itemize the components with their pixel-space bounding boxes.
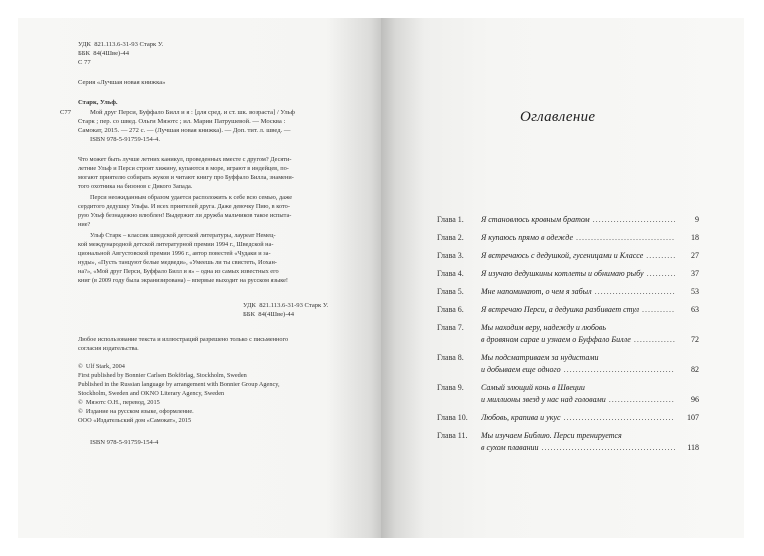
toc-chapter-label: Глава 4. <box>437 269 464 278</box>
toc-entry <box>437 412 699 424</box>
toc-chapter-title: Самый злющий конь в Швеции <box>481 383 585 392</box>
copyright-notice: согласия издательства. <box>78 345 139 352</box>
toc-chapter-label: Глава 9. <box>437 383 464 392</box>
toc-entry <box>437 352 699 364</box>
toc-chapter-title: Я встречаю Перси, а дедушка разбивает стул ..... <box>481 304 675 316</box>
toc-page-number: 72 <box>691 335 699 344</box>
author-code: С 77 <box>78 59 91 66</box>
book-spread <box>18 18 744 538</box>
annotation-line: книг (в 2009 году была экранизирована) – впервые выходит на русском языке! <box>78 277 288 284</box>
toc-entry <box>437 382 699 394</box>
copyright-line: ООО «Издательский дом «Самокат», 2015 <box>78 417 192 424</box>
toc-entry <box>437 430 699 442</box>
toc-chapter-title: Мы находим веру, надежду и любовь <box>481 323 606 332</box>
left-page <box>18 18 381 538</box>
toc-page-number: 18 <box>691 233 699 242</box>
toc-entry <box>437 214 699 226</box>
toc-chapter-title: Я встречаюсь с дедушкой, гусеницами и Классе ..... <box>481 250 675 262</box>
toc-entry-continued <box>437 394 699 406</box>
biblio-line: Мой друг Перси, Буффало Билл и я : [для сред. и ст. шк. возраста] / Ульф <box>90 109 295 116</box>
annotation-line: нуды», «Пусть танцуют белые медведи», «Умеешь ли ты свистеть, Иохан- <box>78 259 277 266</box>
bbk-code-bottom: ББК 84(4Шве)-44 <box>243 311 294 318</box>
annotation-line: ние? <box>78 221 91 228</box>
annotation-line: циональной Августовской премии 1996 г., автор повестей «Чудаки и за- <box>78 250 271 257</box>
copyright-line: Stockholm, Sweden and OKNO Literary Agency, Sweden <box>78 390 225 397</box>
copyright-notice: Любое использование текста и иллюстраций разрешено только с письменного <box>78 336 289 343</box>
toc-page-number: 118 <box>687 443 699 452</box>
toc-entry <box>437 250 699 262</box>
margin-code: С77 <box>60 109 71 116</box>
toc-chapter-label: Глава 6. <box>437 305 464 314</box>
toc-chapter-label: Глава 7. <box>437 323 464 332</box>
toc-page-number: 9 <box>695 215 699 224</box>
toc-page-number: 27 <box>691 251 699 260</box>
isbn-bottom: ISBN 978-5-91759-154-4 <box>90 439 159 446</box>
annotation-line: того охотника на бизонов с Дикого Запада. <box>78 183 193 190</box>
toc-chapter-label: Глава 8. <box>437 353 464 362</box>
toc-chapter-label: Глава 5. <box>437 287 464 296</box>
annotation-line: Что может быть лучше летних каникул, проведенных вместе с другом? Десяти- <box>78 156 292 163</box>
copyright-line: © Ulf Stark, 2004 <box>78 363 125 370</box>
toc-chapter-title: Я купаюсь прямо в одежде ..... <box>481 232 675 244</box>
copyright-line: Published in the Russian language by arrangement with Bonnier Group Agency, <box>78 381 280 388</box>
isbn-line: ISBN 978-5-91759-154-4. <box>90 136 160 143</box>
toc-entry-continued <box>437 442 699 454</box>
annotation-line: кой международной детской литературной премии 1994 г., Шведской на- <box>78 241 274 248</box>
copyright-line: First published by Bonnier Carlsen Bokförlag, Stockholm, Sweden <box>78 372 247 379</box>
toc-entry-continued <box>437 364 699 376</box>
annotation-line: могают приятелю собирать жуков и читают книгу про Буффало Билла, знамени- <box>78 174 294 181</box>
toc-chapter-title: Мы изучаем Библию. Перси тренируется <box>481 431 622 440</box>
toc-entry <box>437 286 699 298</box>
toc-chapter-label: Глава 1. <box>437 215 464 224</box>
toc-page-number: 37 <box>691 269 699 278</box>
toc-chapter-label: Глава 11. <box>437 431 468 440</box>
annotation-line: Перси неожиданным образом удается расположить к себе всю семью, даже <box>90 194 293 201</box>
author-heading: Старк, Ульф. <box>78 99 118 106</box>
toc-chapter-title: Любовь, крапива и укус ..... <box>481 412 675 424</box>
toc-chapter-title: Мы подсматриваем за нудистами <box>481 353 599 362</box>
bbk-code: ББК 84(4Шве)-44 <box>78 50 129 57</box>
toc-chapter-title-continued: и добываем еще одного ..... <box>481 364 675 376</box>
toc-chapter-title: Я становлюсь кровным братом ..... <box>481 214 675 226</box>
toc-chapter-label: Глава 2. <box>437 233 464 242</box>
toc-chapter-label: Глава 10. <box>437 413 468 422</box>
toc-page-number: 96 <box>691 395 699 404</box>
annotation-line: рую Ульф безнадежно влюблен! Выдержит ли дружба мальчиков такое испыта- <box>78 212 292 219</box>
toc-chapter-title-continued: в дровяном сарае и узнаем о Буффало Билле ..... <box>481 334 675 346</box>
toc-chapter-label: Глава 3. <box>437 251 464 260</box>
udk-code-bottom: УДК 821.113.6-31-93 Старк У. <box>243 302 329 309</box>
right-page <box>381 18 744 538</box>
copyright-line: © Мяэотс О.Н., перевод, 2015 <box>78 399 160 406</box>
toc-entry <box>437 322 699 334</box>
biblio-line: Самокат, 2015. — 272 с. — (Лучшая новая книжка). — Доп. тит. л. швед. — <box>78 127 291 134</box>
toc-heading: Оглавление <box>520 109 596 125</box>
toc-chapter-title-continued: и миллионы звезд у нас над головами ..... <box>481 394 675 406</box>
toc-entry-continued <box>437 334 699 346</box>
annotation-line: на?», «Мой друг Перси, Буффало Билл и я» – одна из самых известных его <box>78 268 279 275</box>
toc-entry <box>437 232 699 244</box>
toc-page-number: 82 <box>691 365 699 374</box>
toc-chapter-title: Я изучаю дедушкины котлеты и обнимаю рыбу ..... <box>481 268 675 280</box>
copyright-line: © Издание на русском языке, оформление. <box>78 408 194 415</box>
annotation-line: летние Ульф и Перси строят хижину, купаются в море, играют в индейцев, по- <box>78 165 289 172</box>
toc-page-number: 53 <box>691 287 699 296</box>
biblio-line: Старк ; пер. со швед. Ольги Мяэотс ; ил. Марии Патрушевой. — Москва : <box>78 118 286 125</box>
toc-page-number: 63 <box>691 305 699 314</box>
annotation-line: сердитого дедушку Ульфа. И всех приятелей друга. Даже девочку Пию, в кото- <box>78 203 290 210</box>
toc-chapter-title-continued: в сухом плавании ..... <box>481 442 675 454</box>
series-line: Серия «Лучшая новая книжка» <box>78 79 166 86</box>
toc-entry <box>437 304 699 316</box>
toc-page-number: 107 <box>687 413 699 422</box>
toc-entry <box>437 268 699 280</box>
annotation-line: Ульф Старк – классик шведской детской литературы, лауреат Немец- <box>90 232 276 239</box>
toc-chapter-title: Мне напоминают, о чем я забыл ..... <box>481 286 675 298</box>
udk-code: УДК 821.113.6-31-93 Старк У. <box>78 41 164 48</box>
